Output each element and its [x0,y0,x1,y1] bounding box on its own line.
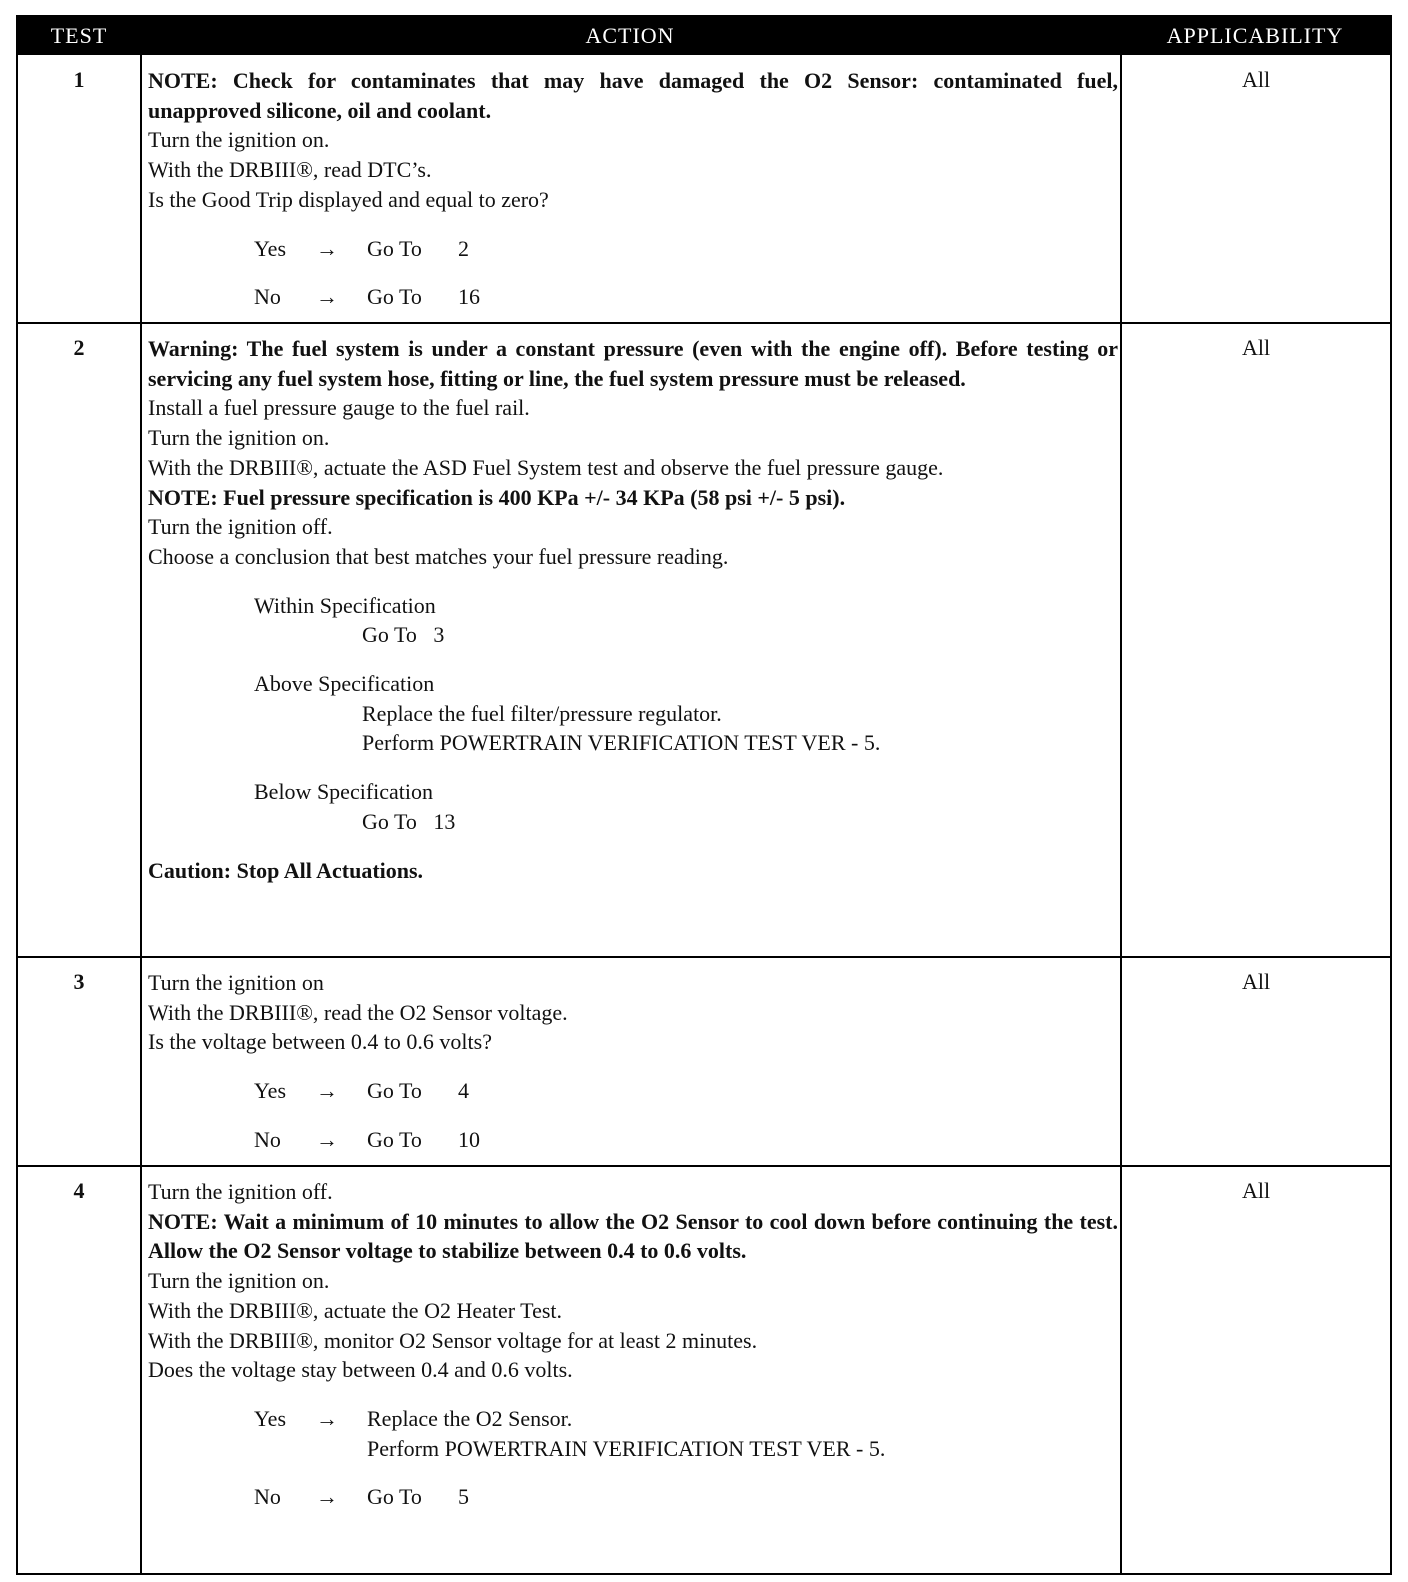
column-divider [140,55,142,1573]
goto-target: 10 [458,1126,480,1152]
step-text: Turn the ignition on [148,970,324,995]
step-text: Turn the ignition off. [148,1179,333,1204]
goto-target: 3 [433,622,445,648]
step-text: Choose a conclusion that best matches your fuel pressure reading. [148,543,729,569]
goto-target: 13 [433,808,456,834]
test-number: 1 [73,67,85,92]
column-divider [1120,55,1122,1573]
row-divider [18,322,1390,324]
conclusion-label: Below Specification [254,779,434,805]
goto-label: Go To [367,284,422,310]
test-number: 3 [73,969,85,994]
conclusion-step: Perform POWERTRAIN VERIFICATION TEST VER - 5. [362,730,881,756]
applicability-value: All [1241,1178,1271,1203]
header-test: TEST [50,23,108,48]
step-text: Turn the ignition on. [148,1268,330,1294]
answer-label: Yes [254,1078,287,1104]
goto-label: Go To [367,1078,422,1104]
applicability-value: All [1241,969,1271,994]
conclusion-action [148,807,1118,837]
answer-label: No [254,1484,281,1510]
test-2-action [148,334,1118,885]
arrow-icon: → [316,1405,338,1431]
row-divider [18,1165,1390,1167]
answer-label: Yes [254,235,287,261]
answer-step: Perform POWERTRAIN VERIFICATION TEST VER - 5. [367,1435,886,1461]
step-text: With the DRBIII®, actuate the ASD Fuel System test and observe the fuel pressure gauge. [148,454,944,480]
test-4-action [148,1177,1118,1512]
step-text: Turn the ignition on. [148,127,330,153]
step-text: Install a fuel pressure gauge to the fuel rail. [148,395,530,421]
diagnostic-test-table [16,15,1392,1575]
answer-yes [148,1076,1118,1106]
goto-label: Go To [367,1126,422,1152]
note-text: NOTE: Fuel pressure specification is 400 KPa +/- 34 KPa (58 psi +/- 5 psi). [148,484,846,510]
answer-label: Yes [254,1405,287,1431]
header-applicability: APPLICABILITY [1166,23,1344,48]
arrow-icon: → [316,1078,338,1104]
applicability-value: All [1241,67,1271,92]
goto-label: Go To [367,235,422,261]
warning-text: Warning: The fuel system is under a constant pressure (even with the engine off). Before testing or servicing any fuel system hose, fitting or line, the fuel system pressure must be released. [148,336,1118,391]
header-action: ACTION [585,23,675,48]
note-text: NOTE: Wait a minimum of 10 minutes to allow the O2 Sensor to cool down before continuing the test. Allow the O2 Sensor voltage to stabilize between 0.4 to 0.6 volts. [148,1208,1118,1264]
step-text: With the DRBIII®, read the O2 Sensor voltage. [148,999,568,1025]
step-text: With the DRBIII®, monitor O2 Sensor voltage for at least 2 minutes. [148,1327,758,1353]
arrow-icon: → [316,1126,338,1152]
test-3-action [148,968,1118,1154]
step-text: Is the voltage between 0.4 to 0.6 volts? [148,1029,492,1055]
step-text: Turn the ignition on. [148,425,330,451]
test-number: 4 [73,1178,85,1203]
answer-yes [148,234,1118,264]
goto-target: 4 [458,1078,469,1104]
test-1-action [148,66,1118,312]
answer-no [148,1125,1118,1155]
arrow-icon: → [316,235,338,261]
test-number: 2 [73,335,85,360]
row-divider [18,956,1390,958]
answer-label: No [254,284,281,310]
step-text: With the DRBIII®, actuate the O2 Heater Test. [148,1297,563,1323]
answer-label: No [254,1126,281,1152]
answer-no [148,1482,1118,1512]
arrow-icon: → [316,284,338,310]
goto-label: Go To [362,622,417,648]
conclusion-action [148,620,1118,650]
goto-label: Go To [362,808,417,834]
arrow-icon: → [316,1484,338,1510]
table-header [18,17,1390,55]
answer-step: Replace the O2 Sensor. [367,1405,573,1431]
caution-text: Caution: Stop All Actuations. [148,857,424,883]
note-text: NOTE: Check for contaminates that may have damaged the O2 Sensor: contaminated fuel, unapproved silicone, oil and coolant. [148,68,1118,123]
conclusion-step: Replace the fuel filter/pressure regulator. [362,700,722,726]
goto-target: 16 [458,284,480,310]
conclusion-label: Within Specification [254,592,436,618]
answer-no [148,282,1118,312]
applicability-value: All [1241,335,1271,360]
answer-yes [148,1404,1118,1434]
step-text: Does the voltage stay between 0.4 and 0.6 volts. [148,1357,573,1383]
step-text: With the DRBIII®, read DTC’s. [148,157,432,183]
goto-target: 5 [458,1484,469,1510]
step-text: Turn the ignition off. [148,514,333,540]
conclusion-label: Above Specification [254,671,435,697]
goto-label: Go To [367,1484,422,1510]
step-text: Is the Good Trip displayed and equal to zero? [148,186,549,212]
goto-target: 2 [458,235,469,261]
